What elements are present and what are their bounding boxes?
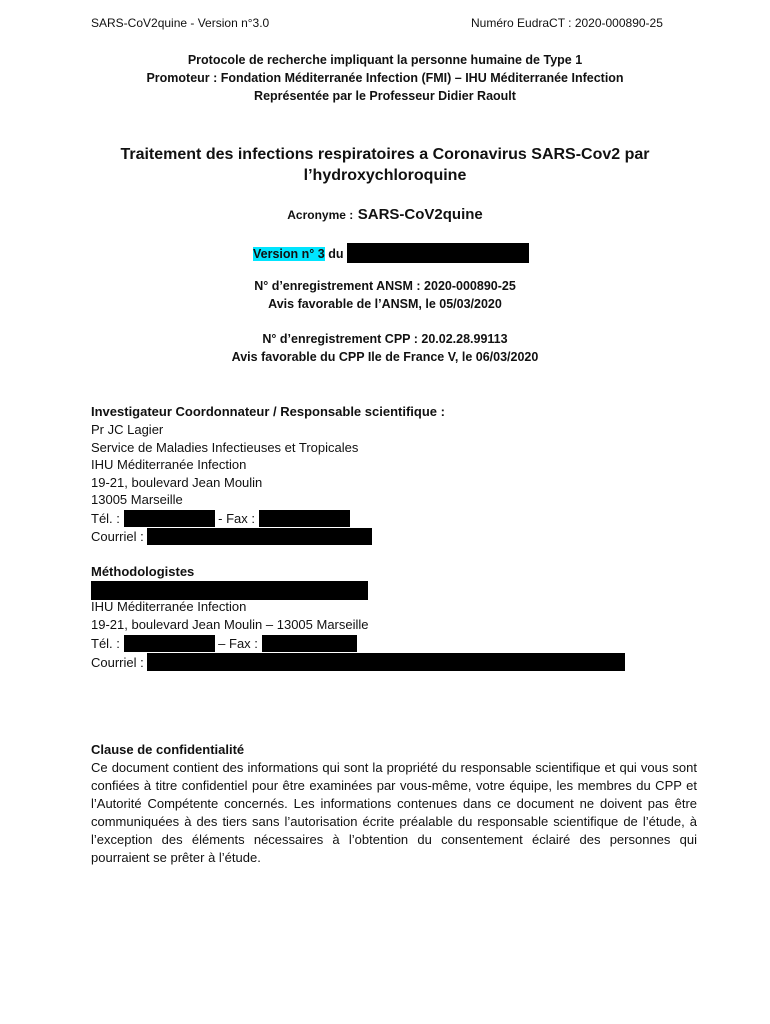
redacted-fax (259, 510, 350, 527)
methodologists-institute: IHU Méditerranée Infection (91, 599, 247, 614)
title-line-2: l’hydroxychloroquine (303, 167, 467, 184)
acronym-label: Acronyme : (287, 208, 354, 222)
redacted-phone (124, 510, 215, 527)
redacted-email (147, 528, 372, 545)
version-label: Version n° 3 (253, 247, 325, 261)
protocol-type: Protocole de recherche impliquant la personne humaine de Type 1 (187, 53, 583, 67)
investigator-institute: IHU Méditerranée Infection (91, 457, 247, 472)
cpp-registration: N° d’enregistrement CPP : 20.02.28.99113 (262, 332, 508, 346)
header-right: Numéro EudraCT : 2020-000890-25 (471, 16, 663, 30)
redacted-phone (124, 635, 215, 652)
investigator-city: 13005 Marseille (91, 492, 183, 507)
acronym (0, 206, 770, 224)
ansm-approval: Avis favorable de l’ANSM, le 05/03/2020 (268, 297, 502, 311)
confidentiality-heading: Clause de confidentialité (91, 742, 245, 757)
investigator-phone-fax (91, 510, 350, 527)
acronym-value: SARS-CoV2quine (357, 206, 483, 223)
investigator-name: Pr JC Lagier (91, 422, 164, 437)
cpp-approval: Avis favorable du CPP Ile de France V, le 06/03/2020 (231, 350, 539, 364)
fax-label: – Fax : (218, 636, 258, 651)
investigator-heading: Investigateur Coordonnateur / Responsable scientifique : (91, 404, 445, 419)
methodologists-email (91, 653, 625, 671)
methodologists-heading: Méthodologistes (91, 564, 195, 579)
version-du: du (328, 247, 344, 261)
email-label: Courriel : (91, 655, 144, 670)
promoter: Promoteur : Fondation Méditerranée Infection (FMI) – IHU Méditerranée Infection (146, 71, 624, 85)
ansm-registration: N° d’enregistrement ANSM : 2020-000890-25 (254, 279, 516, 293)
confidentiality-text: Ce document contient des informations qui sont la propriété du responsable scientifique et qui vous sont confiées à titre confidentiel pour être examinées par vous-même, votre équipe, les membres du CPP et l’Autorité Compétente concernés. Les informations contenues dans ce document ne doivent pas être communiquées à des tiers sans l’autorisation écrite préalable du responsable scientifique de l’étude, à l’exception des éléments nécessaires à l’obtention du consentement éclairé des personnes qui pourraient se prêter à l’étude. (91, 760, 697, 865)
title-line-1: Traitement des infections respiratoires a Coronavirus SARS-Cov2 par (120, 146, 650, 163)
header-left: SARS-CoV2quine - Version n°3.0 (91, 16, 270, 30)
methodologists-address: 19-21, boulevard Jean Moulin – 13005 Marseille (91, 617, 369, 632)
version-line (253, 243, 529, 263)
methodologists-phone-fax (91, 635, 357, 652)
email-label: Courriel : (91, 529, 144, 544)
redacted-fax (262, 635, 357, 652)
represented-by: Représentée par le Professeur Didier Raoult (254, 89, 516, 103)
investigator-service: Service de Maladies Infectieuses et Tropicales (91, 440, 359, 455)
redacted-date (347, 243, 529, 263)
fax-label: - Fax : (218, 511, 255, 526)
methodologists-names (91, 581, 368, 600)
tel-label: Tél. : (91, 511, 120, 526)
redacted-email (147, 653, 625, 671)
redacted-names (91, 581, 368, 600)
investigator-email (91, 528, 372, 545)
document-title (0, 144, 770, 186)
tel-label: Tél. : (91, 636, 120, 651)
investigator-address: 19-21, boulevard Jean Moulin (91, 475, 263, 490)
